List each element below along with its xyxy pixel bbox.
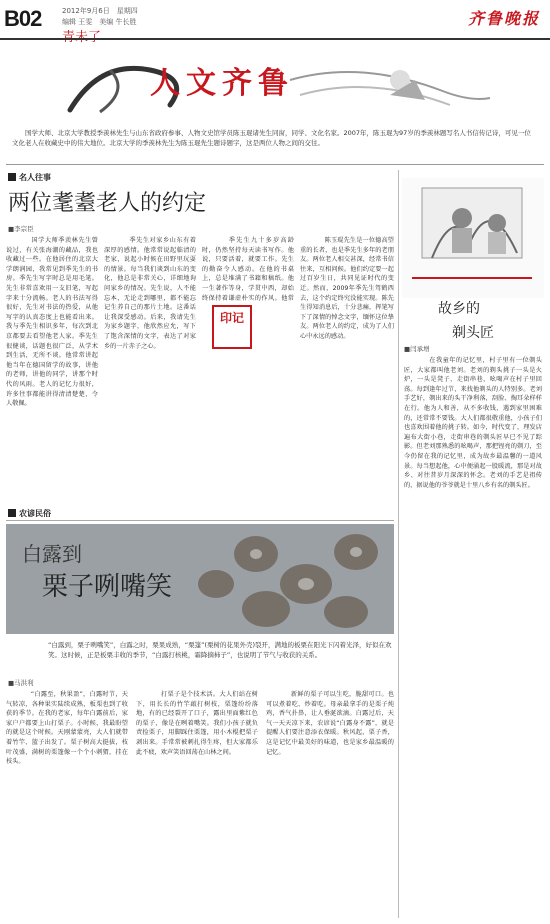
article-column: 国学大师季羡林先生曾说过，有关张海潮的藏品，我也收藏过一些。在他居住的北京大学朗润园，我常见到季先生的书房。季先生写字时总是用毛笔。先生非常喜欢用一支旧笔，写起字来十分流畅。老人的书法写得很好，先生对书法的热爱，从他写字的认真态度上也能看出来。我与季先生相识多年，每次到北京都要去看望他老人家。季先生很健谈，话题也很广泛，从学术到生活，无所不谈。他常常讲起他当年在德国留学的故事，讲他的老师，讲他的同学，讲那个时代的风雨。老人的记忆力很好，许多往事都能讲得清清楚楚，令人敬佩。 — [6, 237, 98, 408]
article-kicker: 名人往事 — [8, 172, 51, 183]
intro-text: 国学大师、北京大学教授季羡林先生与山东省政府参事、人物文史馆学员陈玉琨诸先生同窗，同学、文化名家。2007年，陈玉琨为97岁的季羡林题写名人书信传记诗，可见一位文化老人在收藏史中的伟大地位。北京大学的季羡林先生为陈玉琨先生题诗题字，这是两位人物之间的交往。 — [12, 129, 531, 147]
article-column: “白露至，秋果盈”，白露时节，天气转凉，各种果实陆续成熟，板栗也到了收获的季节。在我的老家，每年白露前后，家家户户都要上山打栗子。小时候，我最盼望的就是这个时候。天刚蒙蒙亮，大人们就带着竹竿、篮子出发了。栗子树高大挺拔，枝叶茂盛，满树的栗篷像一个个小刺猬，挂在枝头。 — [6, 691, 128, 766]
divider-rule — [6, 164, 544, 165]
article-column: 季先生对家乡山东有着深厚的感情。他常常说起临清的老家，说起小时候在田野里玩耍的情景。每当我们谈到山东的变化，他总是非常关心，详细地询问家乡的情况。先生说，人不能忘本，无论走到哪里，都不能忘记生养自己的那片土地。这番话让我深受感动。后来，我请先生为家乡题字，他欣然应允，写下了饱含深情的文字，表达了对家乡的一片赤子之心。 — [104, 237, 196, 350]
barber-illustration — [402, 178, 544, 298]
masthead-rule — [0, 38, 550, 40]
article-column: 打栗子是个技术活。大人们站在树下，用长长的竹竿敲打树枝，栗篷纷纷落地，有的已经裂开了口子，露出里面紫红色的栗子，像是在咧着嘴笑。我们小孩子就负责捡栗子，用脚踩住栗篷，用小木棍把栗子剥出来。手常常被刺扎得生疼，但大家都乐此不疲，欢声笑语回荡在山林之间。 — [136, 691, 258, 756]
article-byline: ■闫承增 — [404, 345, 430, 353]
article-headline-line2: 栗子咧嘴笑 — [42, 572, 173, 602]
divider-rule — [6, 520, 394, 521]
column-divider — [398, 170, 399, 918]
article-column: 新鲜的栗子可以生吃，脆甜可口。也可以煮着吃、炒着吃。母亲最拿手的是栗子炖鸡，香气扑鼻，让人垂涎欲滴。白露过后，天气一天天凉下来，农谚说“白露身不露”，就是提醒人们要注意添衣保暖。秋风起，栗子香，这是记忆中最美好的味道，也是家乡最温暖的记忆。 — [266, 691, 394, 756]
article-kicker: 农谚民俗 — [8, 508, 51, 519]
right-article-headline: 故乡的 剃头匠 — [438, 301, 494, 341]
seal-stamp: 印记 — [212, 305, 252, 349]
article-headline: 两位耄耋老人的约定 — [8, 191, 207, 216]
page-code: B02 — [4, 6, 42, 31]
masthead — [0, 0, 550, 40]
column-banner — [0, 42, 550, 128]
article-column: 陈玉琨先生是一位德高望重的长者，也是季先生多年的老朋友。两位老人相交甚深，经常书信往来，互相问候。他们约定要一起过百岁生日，共同见证时代的变迁。然而，2009年季先生驾鹤西去，这个约定终究没能实现。陈先生得知消息后，十分悲痛，挥笔写下了深情的悼念文字，缅怀这位挚友。两位老人的约定，成为了人们心中永远的感动。 — [300, 237, 394, 340]
editor-line: 编辑 王雯 美编 牛长胜 — [62, 18, 137, 26]
date-line: 2012年9月6日 星期四 — [62, 7, 138, 15]
barber-drawing — [402, 178, 544, 298]
article-byline: ■马洪利 — [8, 679, 34, 687]
article-byline: ■李宗臣 — [8, 225, 34, 233]
article-headline-line1: 白露到 — [22, 542, 82, 566]
banner-title: 人文齐鲁 — [150, 66, 294, 101]
article-column: 在我童年的记忆里，村子里有一位剃头匠，大家都叫他老刘。老刘的剃头挑子一头是火炉，一头是凳子，走街串巷，吆喝声在村子里回荡。每到逢年过节，来找他剃头的人特别多。老刘手艺好，剃出来的头干净利落，刮脸、掏耳朵样样在行。他为人和善，从不多收钱，遇到家里困难的，还常常不要钱。大人们都很敬重他，小孩子们也喜欢围着他的挑子转。如今，时代变了，理发店遍布大街小巷，走街串巷的剃头匠早已不见了踪影。但老刘那熟悉的吆喝声，那把锃亮的剃刀，至今仍留在我的记忆里，成为故乡最温馨的一道风景。每当想起他，心中便涌起一股暖流，那是对故乡、对往昔岁月深深的怀念。老刘的手艺是祖传的，据说他的爷爷就是十里八乡有名的剃头匠。 — [404, 357, 542, 489]
article-lede: “白露到，栗子咧嘴笑”，白露之时，栗果成熟，“栗篷”(栗树的花果外壳)裂开，满地的板栗在阳光下闪着光泽，好似在欢笑。这时候，正是板栗丰收的季节，“白露打核桃，霜降摘柿子”，也说明了节气与收获的关系。 — [48, 641, 392, 659]
article-column: 季先生九十多岁高龄时，仍然坚持每天读书写作。他说，只要活着，就要工作。先生的勤奋令人感动。在他的书桌上，总是堆满了书籍和稿纸。他一生著作等身，学贯中西，却始终保持着谦虚朴实的作风。他常 — [202, 237, 294, 302]
newspaper-logo: 齐鲁晚报 — [467, 9, 540, 28]
